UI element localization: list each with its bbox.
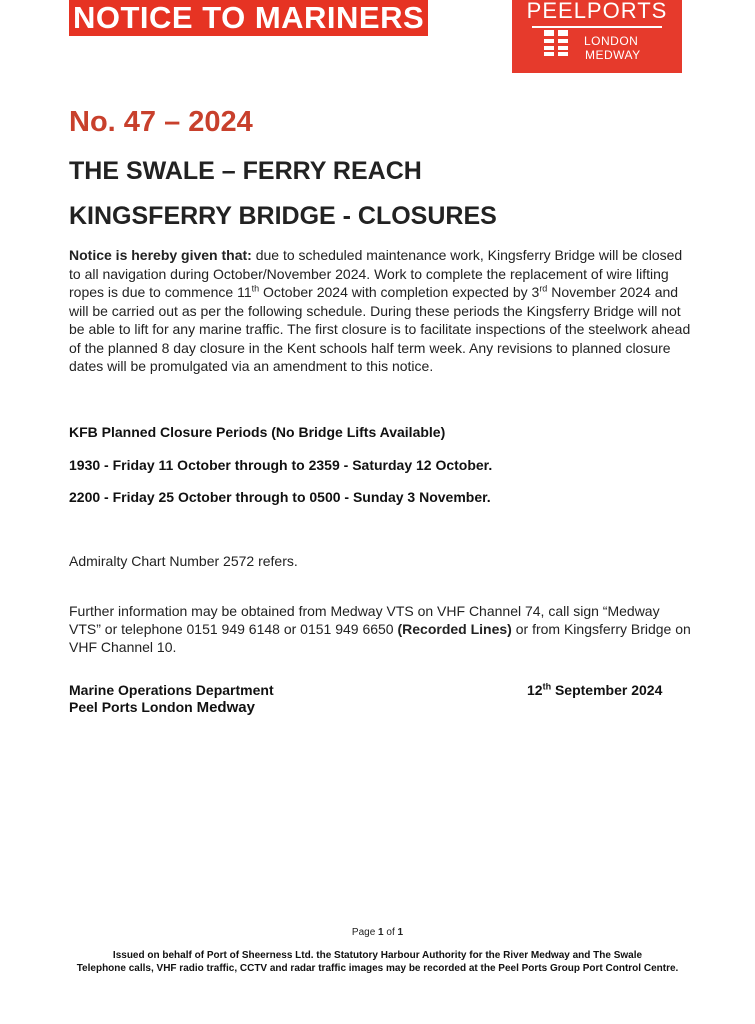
notice-lead: Notice is hereby given that: bbox=[69, 247, 252, 263]
closure-periods-heading: KFB Planned Closure Periods (No Bridge Lifts Available) bbox=[69, 424, 446, 440]
notice-body bbox=[69, 246, 693, 376]
signature-department: Marine Operations Department bbox=[69, 682, 274, 698]
notice-to-mariners-banner: NOTICE TO MARINERS bbox=[69, 0, 428, 36]
further-information bbox=[69, 602, 691, 656]
notice-date bbox=[527, 682, 662, 698]
logo-line-medway: MEDWAY bbox=[585, 48, 641, 62]
flag-icon bbox=[544, 30, 568, 56]
page-number bbox=[0, 927, 755, 938]
notice-number: No. 47 – 2024 bbox=[69, 106, 253, 138]
logo-rule bbox=[532, 26, 662, 28]
body-part-2: October 2024 with completion expected by 3 bbox=[259, 284, 540, 300]
footer-recording-notice: Telephone calls, VHF radio traffic, CCTV and radar traffic images may be recorded at the Peel Ports Group Port Control Centre. bbox=[76, 963, 679, 974]
date-day: 12 bbox=[527, 682, 543, 698]
page-prefix: Page bbox=[351, 927, 379, 938]
closure-period-2: 2200 - Friday 25 October through to 0500 - Sunday 3 November. bbox=[69, 489, 491, 505]
page-of: of bbox=[383, 927, 398, 938]
closure-period-1: 1930 - Friday 11 October through to 2359 - Saturday 12 October. bbox=[69, 457, 493, 473]
signature-organisation bbox=[69, 699, 255, 716]
body-sup-2: rd bbox=[539, 283, 548, 294]
signature-org-medway: Medway bbox=[196, 699, 255, 716]
recorded-lines: (Recorded Lines) bbox=[397, 621, 512, 637]
logo-brand: PEELPORTS bbox=[526, 0, 668, 23]
peel-ports-logo bbox=[512, 0, 682, 73]
logo-line-london: LONDON bbox=[584, 34, 639, 48]
signature-org-prefix: Peel Ports London bbox=[69, 699, 197, 715]
body-part-3: November 2024 and will be carried out as per the following schedule. During these periods the Kingsferry Bridge will not be able to lift for any marine traffic. The first closure is to facilitate inspections of the steelwork ahead of the planned 8 day closure in the Kent schools half term week. Any revisions to planned closure dates will be promulgated via an amendment to this notice. bbox=[69, 284, 691, 374]
admiralty-chart-reference: Admiralty Chart Number 2572 refers. bbox=[69, 553, 298, 569]
footer-authority: Issued on behalf of Port of Sheerness Ltd. the Statutory Harbour Authority for the River Medway and The Swale bbox=[112, 950, 643, 961]
body-sup-1: th bbox=[251, 283, 260, 294]
date-suffix: th bbox=[542, 681, 552, 692]
page-total: 1 bbox=[397, 927, 404, 938]
body-part-1: due to scheduled maintenance work, Kingsferry Bridge will be closed to all navigation during October/November 2024. Work to complete the replacement of wire lifting ropes is due to commence 11 bbox=[69, 247, 683, 300]
further-part-2: or from Kingsferry Bridge on VHF Channel 10. bbox=[69, 621, 691, 655]
title-subject: KINGSFERRY BRIDGE - CLOSURES bbox=[69, 202, 497, 230]
date-rest: September 2024 bbox=[551, 682, 663, 698]
title-location: THE SWALE – FERRY REACH bbox=[69, 157, 422, 185]
page-current: 1 bbox=[378, 927, 384, 938]
further-part-1: Further information may be obtained from Medway VTS on VHF Channel 74, call sign “Medway VTS” or telephone 0151 949 6148 or 0151 949 6650 bbox=[69, 603, 660, 637]
